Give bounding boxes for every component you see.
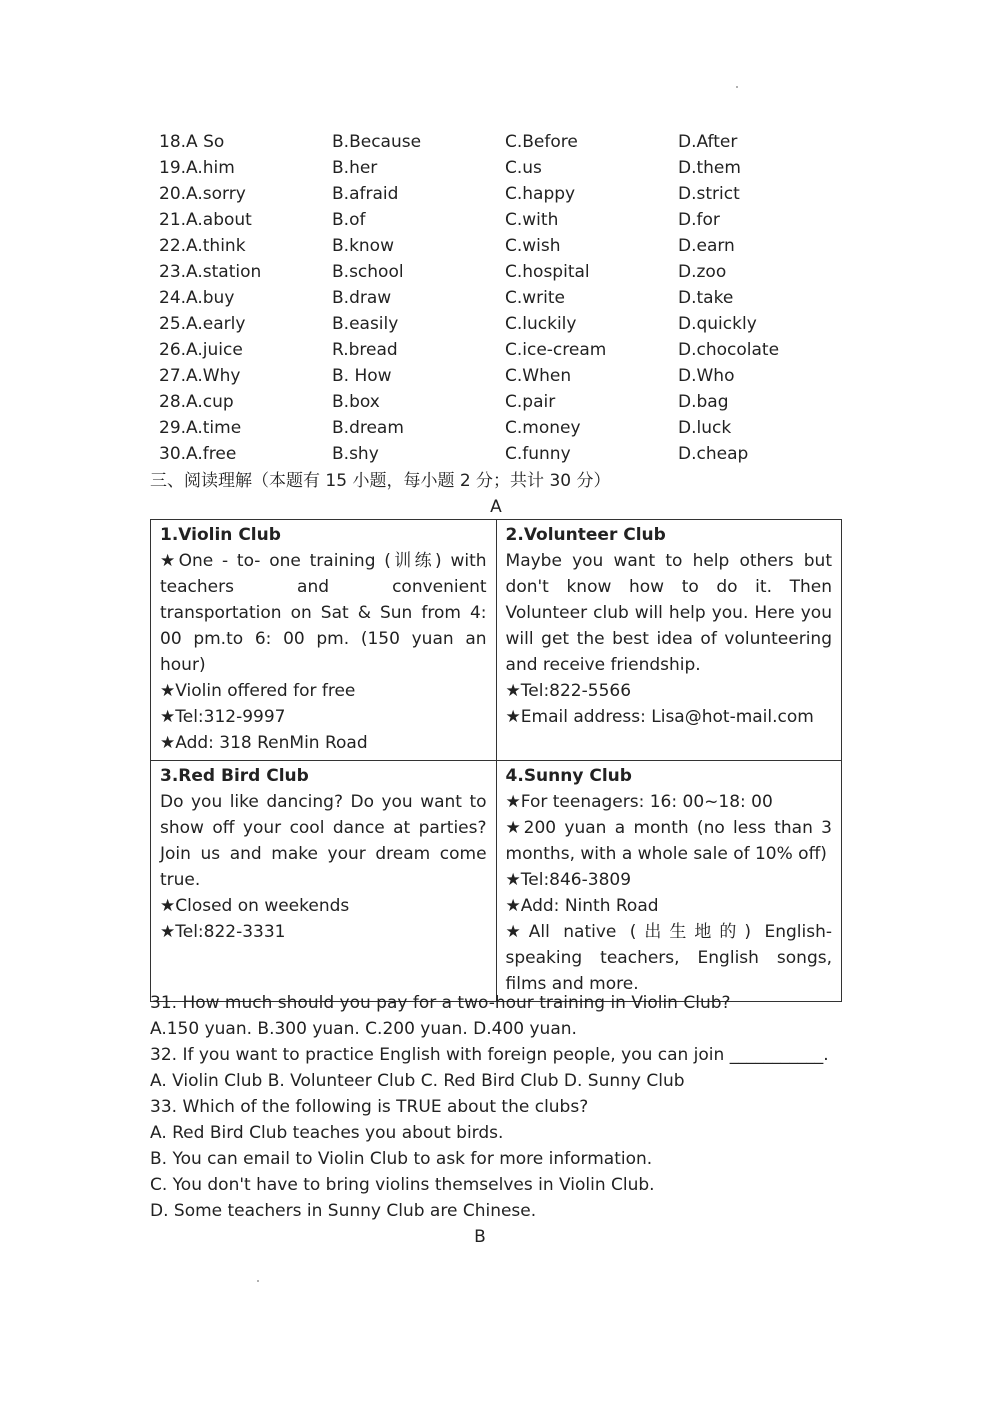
- club-line: ★Tel:822-3331: [160, 922, 286, 942]
- option-row: [159, 207, 851, 233]
- option-c: C.hospital: [505, 262, 590, 282]
- option-a: 23.A.station: [159, 262, 262, 282]
- option-a: 28.A.cup: [159, 392, 234, 412]
- option-d: D.luck: [678, 418, 732, 438]
- question-line: 33. Which of the following is TRUE about the clubs?: [150, 1097, 589, 1117]
- question-line: C. You don't have to bring violins themselves in Violin Club.: [150, 1175, 655, 1195]
- section-title: 三、阅读理解（本题有 15 小题，每小题 2 分；共计 30 分）: [150, 471, 611, 491]
- scan-speck: [736, 86, 738, 88]
- option-d: D.zoo: [678, 262, 727, 282]
- option-b: B.of: [332, 210, 366, 230]
- club-line: ★Add: 318 RenMin Road: [160, 733, 368, 753]
- option-a: 27.A.Why: [159, 366, 241, 386]
- option-d: D.for: [678, 210, 720, 230]
- option-row: [159, 311, 851, 337]
- club-line: ★Closed on weekends: [160, 896, 350, 916]
- question-line: A.150 yuan. B.300 yuan. C.200 yuan. D.400 yuan.: [150, 1019, 577, 1039]
- club-title: 4.Sunny Club: [505, 766, 632, 786]
- club-title: 2.Volunteer Club: [505, 525, 666, 545]
- option-c: C.ice-cream: [505, 340, 607, 360]
- option-a: 18.A So: [159, 132, 225, 152]
- option-b: B.her: [332, 158, 378, 178]
- club-line: ★Tel:312-9997: [160, 707, 286, 727]
- clubs-table: [150, 519, 842, 1002]
- passage-a-label: A: [490, 497, 502, 517]
- club-line: ★All native (出生地的) English-speaking teachers, English songs, films and more.: [505, 922, 832, 994]
- option-c: C.pair: [505, 392, 556, 412]
- option-b: B.dream: [332, 418, 404, 438]
- option-a: 21.A.about: [159, 210, 252, 230]
- option-b: B.draw: [332, 288, 392, 308]
- option-b: B.shy: [332, 444, 379, 464]
- option-row: [159, 181, 851, 207]
- question-line: D. Some teachers in Sunny Club are Chinese.: [150, 1201, 537, 1221]
- club-line: ★Tel:822-5566: [505, 681, 632, 701]
- club-line: ★Violin offered for free: [160, 681, 356, 701]
- option-row: [159, 233, 851, 259]
- club-line: ★200 yuan a month (no less than 3 months, with a whole sale of 10% off): [505, 818, 832, 864]
- option-row: [159, 389, 851, 415]
- option-c: C.Before: [505, 132, 578, 152]
- passage-b-label: B: [474, 1227, 486, 1247]
- option-b: B.school: [332, 262, 404, 282]
- option-b: B. How: [332, 366, 392, 386]
- option-row: [159, 363, 851, 389]
- scan-speck: [257, 1280, 259, 1282]
- option-d: D.chocolate: [678, 340, 780, 360]
- club-cell-volunteer: [496, 520, 841, 761]
- option-d: D.Who: [678, 366, 735, 386]
- option-row: [159, 415, 851, 441]
- club-cell-sunny: [496, 761, 841, 1002]
- option-b: R.bread: [332, 340, 398, 360]
- question-line: B. You can email to Violin Club to ask for more information.: [150, 1149, 653, 1169]
- answer-options-list: [159, 129, 851, 467]
- club-cell-violin: [151, 520, 497, 761]
- option-b: B.know: [332, 236, 394, 256]
- option-c: C.happy: [505, 184, 576, 204]
- option-c: C.funny: [505, 444, 571, 464]
- option-a: 22.A.think: [159, 236, 246, 256]
- option-b: B.easily: [332, 314, 399, 334]
- club-title: 3.Red Bird Club: [160, 766, 309, 786]
- option-d: D.earn: [678, 236, 735, 256]
- option-a: 30.A.free: [159, 444, 237, 464]
- option-d: D.quickly: [678, 314, 757, 334]
- option-a: 29.A.time: [159, 418, 242, 438]
- option-a: 20.A.sorry: [159, 184, 246, 204]
- option-row: [159, 155, 851, 181]
- option-row: [159, 259, 851, 285]
- option-row: [159, 129, 851, 155]
- option-d: D.strict: [678, 184, 740, 204]
- option-d: D.take: [678, 288, 734, 308]
- question-line: A. Red Bird Club teaches you about birds.: [150, 1123, 504, 1143]
- club-line: ★Email address: Lisa@hot-mail.com: [505, 707, 814, 727]
- question-line: 31. How much should you pay for a two-hour training in Violin Club?: [150, 993, 731, 1013]
- option-b: B.afraid: [332, 184, 399, 204]
- club-cell-red-bird: [151, 761, 497, 1002]
- club-line: ★Tel:846-3809: [505, 870, 632, 890]
- question-line: A. Violin Club B. Volunteer Club C. Red Bird Club D. Sunny Club: [150, 1071, 685, 1091]
- club-line: ★For teenagers: 16: 00~18: 00: [505, 792, 773, 812]
- option-c: C.money: [505, 418, 581, 438]
- club-line: Maybe you want to help others but don't know how to do it. Then Volunteer club will help you. Here you will get the best idea of volunteering and receive friendship.: [505, 551, 832, 675]
- questions-list: [150, 990, 829, 1224]
- option-row: [159, 441, 851, 467]
- option-a: 24.A.buy: [159, 288, 235, 308]
- option-b: B.box: [332, 392, 380, 412]
- option-a: 26.A.juice: [159, 340, 243, 360]
- option-a: 25.A.early: [159, 314, 246, 334]
- option-c: C.write: [505, 288, 566, 308]
- question-line: 32. If you want to practice English with foreign people, you can join ___________.: [150, 1045, 829, 1065]
- option-row: [159, 285, 851, 311]
- option-d: D.cheap: [678, 444, 749, 464]
- option-b: B.Because: [332, 132, 422, 152]
- club-line: ★One - to- one training (训练) with teachers and convenient transportation on Sat & Sun from 4: 00 pm.to 6: 00 pm. (150 yuan an hour): [160, 551, 487, 675]
- option-d: D.bag: [678, 392, 729, 412]
- option-c: C.wish: [505, 236, 561, 256]
- option-row: [159, 337, 851, 363]
- option-d: D.them: [678, 158, 741, 178]
- option-c: C.luckily: [505, 314, 577, 334]
- option-c: C.When: [505, 366, 572, 386]
- club-line: ★Add: Ninth Road: [505, 896, 659, 916]
- option-a: 19.A.him: [159, 158, 235, 178]
- club-title: 1.Violin Club: [160, 525, 281, 545]
- option-c: C.with: [505, 210, 559, 230]
- option-d: D.After: [678, 132, 738, 152]
- option-c: C.us: [505, 158, 542, 178]
- club-line: Do you like dancing? Do you want to show off your cool dance at parties? Join us and make your dream come true.: [160, 792, 487, 890]
